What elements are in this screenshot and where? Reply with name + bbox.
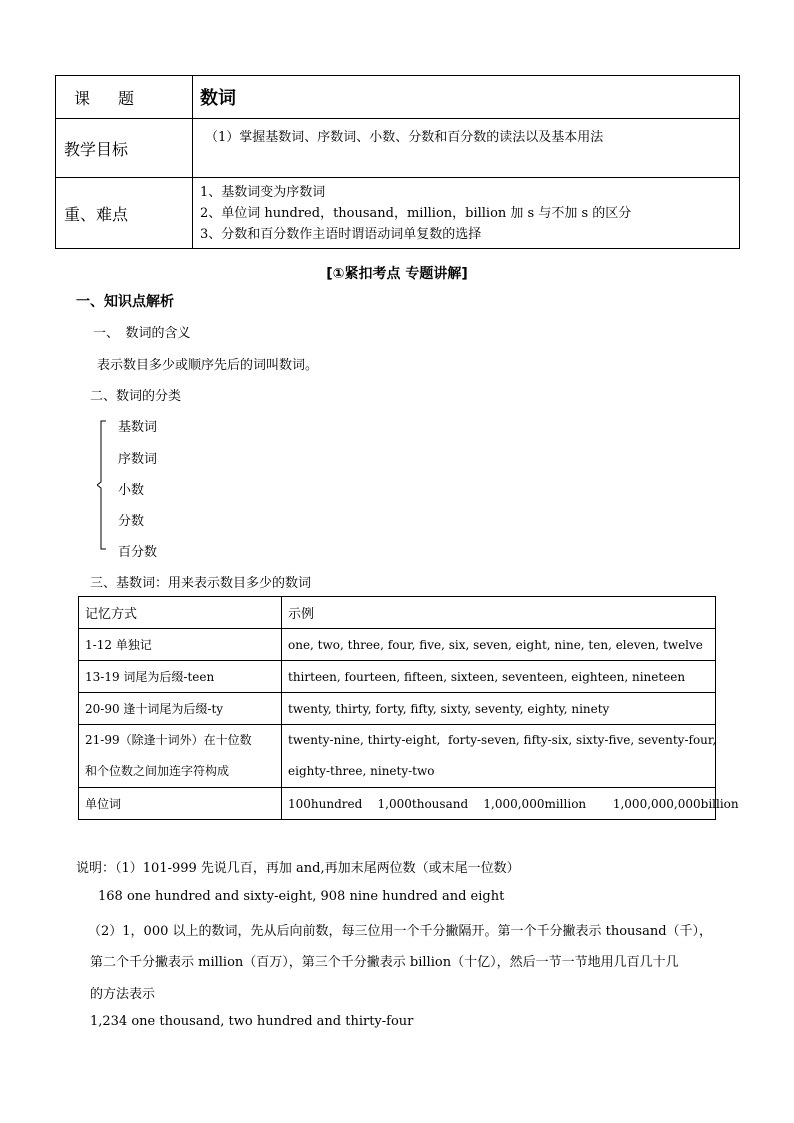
classification-brace-icon <box>97 420 107 550</box>
section-banner: [①紧扣考点 专题讲解] <box>326 266 468 282</box>
example-line: twenty-nine, thirty-eight, forty-seven, fifty-six, sixty-five, seventy-four, <box>288 733 717 747</box>
note-line: （2）1，000 以上的数词，先从后向前数，每三位用一个千分撇隔开。第一个千分撇表示 thousand（千）， <box>88 924 713 939</box>
section-heading: 一、知识点解析 <box>76 294 174 310</box>
table-cell-method: 1-12 单独记 <box>79 629 282 661</box>
column-header: 记忆方式 <box>79 597 282 629</box>
table-cell-method: 20-90 逢十词尾为后缀-ty <box>79 693 282 725</box>
header-row-goal <box>56 119 740 178</box>
note-line: 168 one hundred and sixty-eight, 908 nine hundred and eight <box>98 889 505 904</box>
method-line: 和个位数之间加连字符构成 <box>85 764 230 778</box>
key-point-item: 1、基数词变为序数词 <box>200 184 326 200</box>
subheading-meaning: 一、 数词的含义 <box>93 326 191 341</box>
table-header-row <box>79 597 716 629</box>
lesson-header-table <box>55 75 740 249</box>
key-point-item: 2、单位词 hundred，thousand，million，billion 加 s 与不加 s 的区分 <box>200 205 632 221</box>
table-cell-example: 100hundred 1,000thousand 1,000,000million 1,000,000,000billion <box>282 788 716 820</box>
example-line: eighty-three, ninety-two <box>288 764 435 778</box>
class-item: 小数 <box>118 483 145 498</box>
table-cell-example: thirteen, fourteen, fifteen, sixteen, seventeen, eighteen, nineteen <box>282 661 716 693</box>
header-row-topic <box>56 76 740 119</box>
class-item: 百分数 <box>118 545 158 560</box>
table-cell-example: twenty, thirty, forty, fifty, sixty, seventy, eighty, ninety <box>282 693 716 725</box>
meaning-text: 表示数目多少或顺序先后的词叫数词。 <box>97 358 319 373</box>
table-cell-example <box>282 725 716 788</box>
topic-value: 数词 <box>193 76 740 119</box>
table-cell-example: one, two, three, four, five, six, seven, eight, nine, ten, eleven, twelve <box>282 629 716 661</box>
goal-value: （1）掌握基数词、序数词、小数、分数和百分数的读法以及基本用法 <box>193 119 740 178</box>
class-item: 分数 <box>118 514 145 529</box>
class-item: 基数词 <box>118 420 158 435</box>
table-cell-method <box>79 725 282 788</box>
subheading-cardinal: 三、基数词：用来表示数目多少的数词 <box>90 576 312 591</box>
note-line: 第二个千分撇表示 million（百万），第三个千分撇表示 billion（十亿），然后一节一节地用几百几十几 <box>90 955 679 970</box>
table-row <box>79 788 716 820</box>
note-line: 的方法表示 <box>90 987 156 1002</box>
table-row <box>79 693 716 725</box>
key-points-label: 重、难点 <box>56 178 193 249</box>
header-row-key-points <box>56 178 740 249</box>
table-row <box>79 725 716 788</box>
column-header: 示例 <box>282 597 716 629</box>
topic-label: 课 题 <box>56 76 193 119</box>
goal-label: 教学目标 <box>56 119 193 178</box>
table-cell-method: 13-19 词尾为后缀-teen <box>79 661 282 693</box>
class-item: 序数词 <box>118 452 158 467</box>
table-row <box>79 629 716 661</box>
table-cell-method: 单位词 <box>79 788 282 820</box>
method-line: 21-99（除逢十词外）在十位数 <box>85 733 252 747</box>
key-point-item: 3、分数和百分数作主语时谓语动词单复数的选择 <box>200 226 482 242</box>
subheading-classification: 二、数词的分类 <box>90 389 182 404</box>
cardinal-numbers-table <box>78 596 739 820</box>
key-points-list <box>193 178 740 249</box>
note-line: 1,234 one thousand, two hundred and thirty-four <box>90 1014 414 1029</box>
table-row <box>79 661 716 693</box>
note-line: 说明：（1）101-999 先说几百，再加 and,再加末尾两位数（或末尾一位数） <box>76 861 520 876</box>
